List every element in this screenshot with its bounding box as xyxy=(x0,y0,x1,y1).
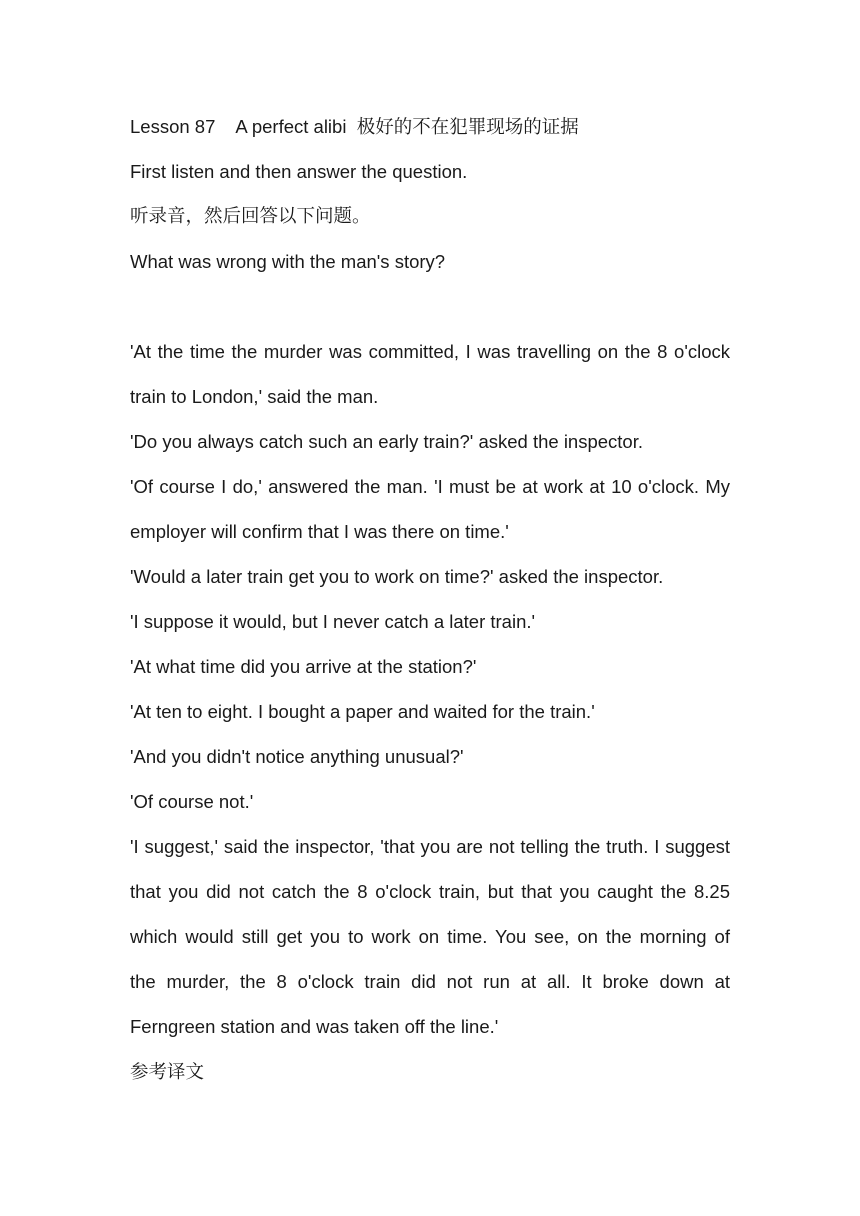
text-line: 'And you didn't notice anything unusual?' xyxy=(130,746,464,767)
text-line: 'At ten to eight. I bought a paper and waited for the train.' xyxy=(130,701,595,722)
text-line: 'Do you always catch such an early train?' asked the inspector. xyxy=(130,431,644,452)
text-line: 'Of course not.' xyxy=(130,791,254,812)
lesson-number: Lesson 87 xyxy=(130,116,216,137)
translation-heading: 参考译文 xyxy=(130,1062,205,1083)
text-line: 'Of course I do,' answered the man. 'I must be at work at 10 o'clock. My xyxy=(130,476,730,497)
text-line: Ferngreen station and was taken off the line.' xyxy=(130,1016,499,1037)
text-line: 'At the time the murder was committed, I was travelling on the 8 o'clock xyxy=(130,341,730,362)
instruction-zh: 听录音，然后回答以下问题。 xyxy=(130,206,371,227)
question: What was wrong with the man's story? xyxy=(130,251,446,272)
text-line: 'Would a later train get you to work on time?' asked the inspector. xyxy=(130,566,664,587)
lesson-title-zh: 极好的不在犯罪现场的证据 xyxy=(356,117,579,138)
text-line: 'At what time did you arrive at the station?' xyxy=(130,656,477,677)
lesson-title-en: A perfect alibi xyxy=(235,116,347,137)
instruction-en: First listen and then answer the question. xyxy=(130,161,468,182)
text-line: train to London,' said the man. xyxy=(130,386,379,407)
text-line: that you did not catch the 8 o'clock train, but that you caught the 8.25 xyxy=(130,881,730,902)
text-line: 'I suggest,' said the inspector, 'that you are not telling the truth. I suggest xyxy=(130,836,730,857)
text-line: the murder, the 8 o'clock train did not run at all. It broke down at xyxy=(130,971,730,992)
text-line: 'I suppose it would, but I never catch a later train.' xyxy=(130,611,536,632)
text-line: which would still get you to work on time. You see, on the morning of xyxy=(130,926,730,947)
lesson-title xyxy=(130,115,730,140)
text-line: employer will confirm that I was there on time.' xyxy=(130,521,509,542)
